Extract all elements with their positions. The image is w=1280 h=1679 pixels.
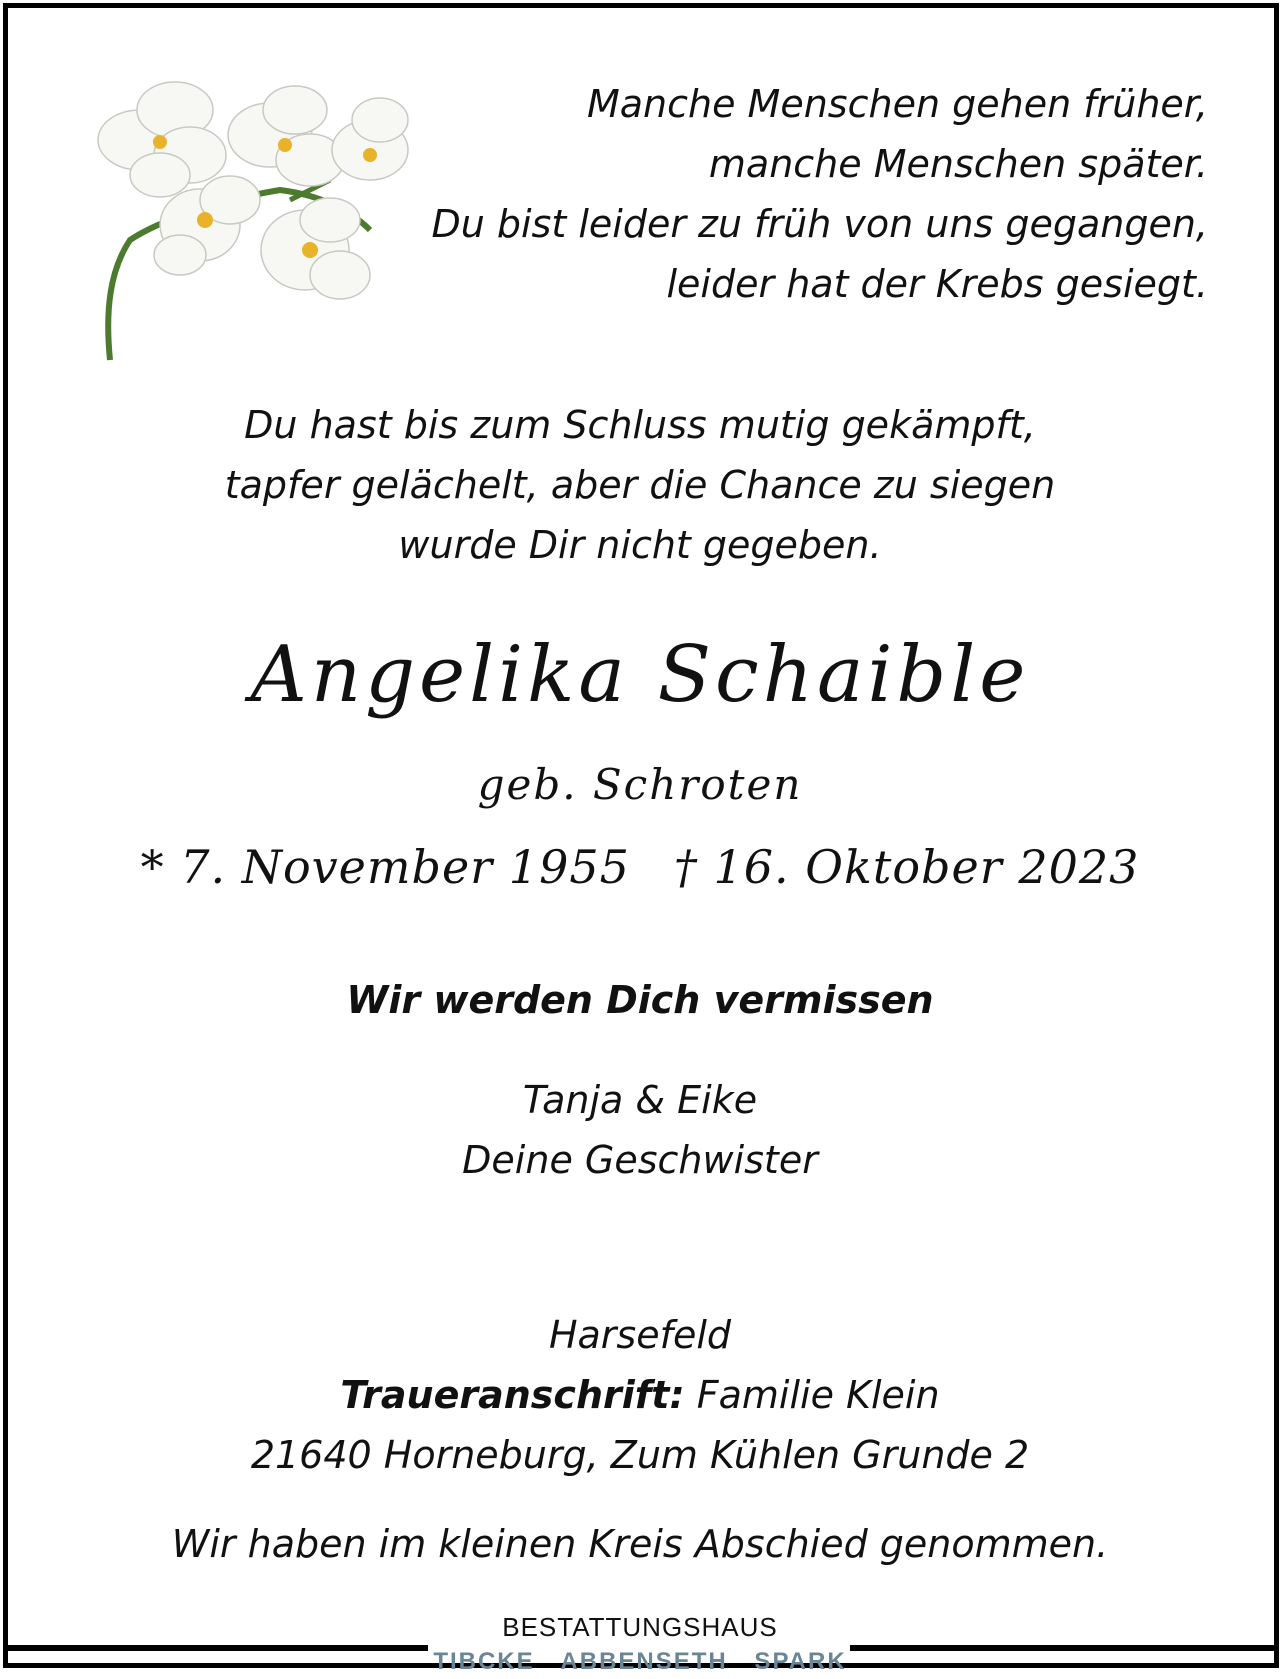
mourners-list: [0, 1070, 1280, 1190]
logo-names: TIBCKE ABBENSETH SPARK: [433, 1648, 847, 1675]
orchid-illustration: [80, 80, 440, 370]
mourner: Deine Geschwister: [462, 1138, 818, 1182]
poem-top-line: manche Menschen später.: [708, 142, 1208, 186]
address-street: 21640 Horneburg, Zum Kühlen Grunde 2: [250, 1433, 1030, 1477]
poem-top-line: leider hat der Krebs gesiegt.: [666, 262, 1208, 306]
poem-top-line: Manche Menschen gehen früher,: [586, 82, 1208, 126]
address-recipient: Familie Klein: [696, 1373, 940, 1417]
closing-line: Wir werden Dich vermissen: [346, 978, 934, 1022]
funeral-home-logo: [0, 1604, 1280, 1679]
birth-date: * 7. November 1955: [140, 840, 630, 894]
address-label: Traueranschrift:: [340, 1373, 685, 1417]
life-dates: [0, 840, 1280, 894]
birth-name: geb. Schroten: [477, 760, 803, 809]
poem-middle-line: wurde Dir nicht gegeben.: [398, 523, 882, 567]
address-place: Harsefeld: [548, 1313, 732, 1357]
address-recipient-line: [0, 1365, 1280, 1425]
poem-middle-line: tapfer gelächelt, aber die Chance zu siegen: [224, 463, 1056, 507]
mourner: Tanja & Eike: [522, 1078, 758, 1122]
poem-middle: [0, 395, 1280, 575]
deceased-name: Angelika Schaible: [250, 630, 1030, 720]
farewell-line: Wir haben im kleinen Kreis Abschied genommen.: [171, 1522, 1109, 1566]
poem-middle-line: Du hast bis zum Schluss mutig gekämpft,: [244, 403, 1036, 447]
address-block: [0, 1305, 1280, 1485]
death-date: † 16. Oktober 2023: [673, 840, 1140, 894]
poem-top-line: Du bist leider zu früh von uns gegangen,: [431, 202, 1208, 246]
poem-top: [431, 74, 1208, 314]
logo-title: BESTATTUNGSHAUS: [502, 1612, 778, 1642]
